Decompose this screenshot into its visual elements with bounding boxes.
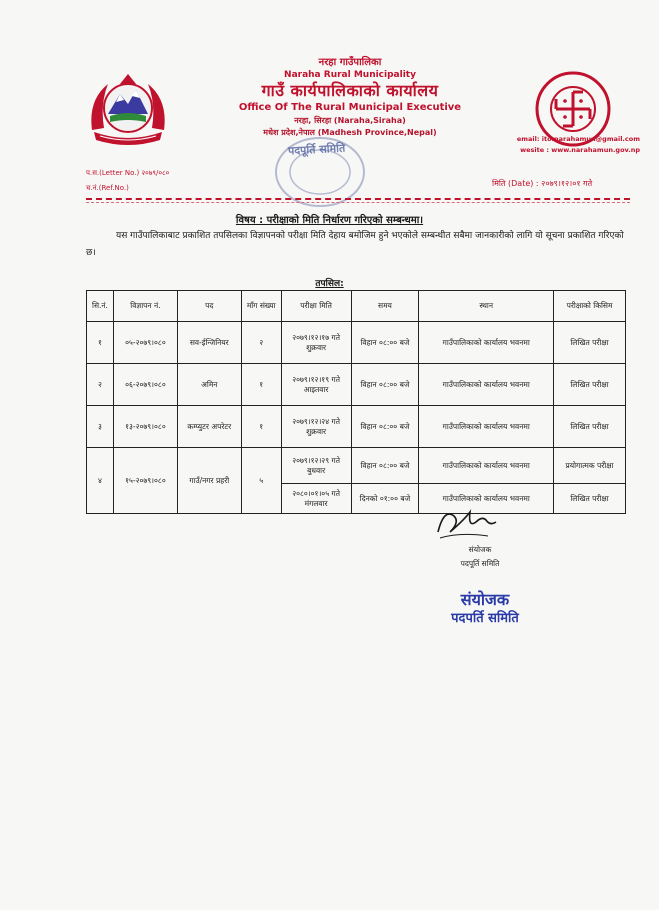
ref-number: च.नं.(Ref.No.) [86, 184, 129, 192]
col-header-time: समय [351, 291, 419, 322]
exam-schedule-table [86, 290, 626, 514]
cell-sn: २ [87, 364, 114, 406]
cell-time: विहान ०८:०० बजे [351, 322, 419, 364]
cell-count: ५ [241, 448, 281, 514]
issue-date: मिति (Date) : २०७९।१२।०१ गते [492, 179, 593, 188]
cell-time: विहान ०८:०० बजे [351, 406, 419, 448]
reference-numbers [86, 166, 169, 196]
notice-body: यस गाउँपालिकाबाट प्रकाशित तपसिलका विज्ञापनको परीक्षा मिति देहाय बमोजिम हुने भएकोले सम्बन्धीत सबैमा जानकारीको लागि यो सूचना प्रकाशित गरिएको छ। [86, 231, 624, 258]
stamp-label: पदपूर्ति समिति [287, 141, 346, 158]
table-row [87, 448, 626, 484]
col-header-post: पद [177, 291, 241, 322]
cell-place: गाउँपालिकाको कार्यालय भवनमा [419, 364, 554, 406]
col-header-type: परीक्षाको किसिम [554, 291, 626, 322]
signatory-block [440, 543, 520, 571]
cell-place: गाउँपालिकाको कार्यालय भवनमा [419, 322, 554, 364]
handwritten-signature-icon [430, 502, 500, 544]
table-row [87, 364, 626, 406]
table-row [87, 322, 626, 364]
signatory-seal [420, 590, 550, 628]
cell-count: १ [241, 364, 281, 406]
cell-time: दिनको ०१:०० बजे [351, 484, 419, 514]
cell-type: लिखित परीक्षा [554, 322, 626, 364]
office-name-en: Office Of The Rural Municipal Executive [238, 102, 462, 113]
cell-post: कम्प्युटर अपरेटर [177, 406, 241, 448]
cell-type: लिखित परीक्षा [554, 484, 626, 514]
col-header-count: माँग संख्या [241, 291, 281, 322]
letterhead [0, 0, 659, 200]
cell-sn: १ [87, 322, 114, 364]
cell-ad-no: ०५-२०७९।०८० [113, 322, 177, 364]
table-row [87, 406, 626, 448]
cell-place: गाउँपालिकाको कार्यालय भवनमा [419, 448, 554, 484]
cell-post: गाउँ/नगर प्रहरी [177, 448, 241, 514]
cell-ad-no: १५-२०७९।०८० [113, 448, 177, 514]
cell-ad-no: ०६-२०७९।०८० [113, 364, 177, 406]
col-header-place: स्थान [419, 291, 554, 322]
cell-sn: ३ [87, 406, 114, 448]
website-text: wesite : www.narahamun.gov.np [520, 146, 640, 154]
cell-ad-no: १३-२०७९।०८० [113, 406, 177, 448]
nepal-emblem-icon [86, 70, 170, 146]
cell-sn: ४ [87, 448, 114, 514]
cell-date: २०७९।१२।१९ गते आइतवार [281, 364, 351, 406]
seal-committee: पदपर्ति समिति [451, 611, 519, 626]
contact-info [480, 134, 640, 156]
email-text: email: ito.narahamun@gmail.com [516, 135, 640, 143]
cell-count: १ [241, 406, 281, 448]
signatory-committee: पदपूर्ति समिति [460, 559, 500, 568]
cell-type: लिखित परीक्षा [554, 406, 626, 448]
col-header-sn: सि.नं. [87, 291, 114, 322]
header-divider-secondary [86, 202, 630, 203]
signatory-title: संयोजक [468, 545, 492, 554]
cell-date: २०७९।१२।२९ गते बुधवार [281, 448, 351, 484]
subject-line: विषय : परीक्षाको मिति निर्धारण गरिएको सम्बन्धमा। [235, 215, 424, 226]
cell-date: २०७९।१२।२४ गते शुक्रवार [281, 406, 351, 448]
letterhead-text [220, 56, 480, 139]
municipality-name-np: नरहा गाउँपालिका [318, 57, 382, 68]
cell-post: अमिन [177, 364, 241, 406]
cell-place: गाउँपालिकाको कार्यालय भवनमा [419, 484, 554, 514]
province-line: मधेश प्रदेश,नेपाल (Madhesh Province,Nepal) [263, 128, 437, 137]
seal-title: संयोजक [460, 590, 510, 609]
cell-date: २०७९।१२।१७ गते शुक्रवार [281, 322, 351, 364]
office-name-np: गाउँ कार्यपालिकाको कार्यालय [261, 81, 439, 100]
cell-type: लिखित परीक्षा [554, 364, 626, 406]
letter-number: प.स.(Letter No.) २०७९/०८० [86, 169, 170, 177]
col-header-ad-no: विज्ञापन नं. [113, 291, 177, 322]
municipality-name-en: Naraha Rural Municipality [284, 70, 416, 80]
table-header-row [87, 291, 626, 322]
cell-time: विहान ०८:०० बजे [351, 364, 419, 406]
header-divider [86, 198, 630, 200]
table-caption: तपसिल: [315, 279, 344, 289]
address-line: नरहा, सिरहा (Naraha,Siraha) [294, 116, 406, 125]
cell-count: २ [241, 322, 281, 364]
col-header-date: परीक्षा मिति [281, 291, 351, 322]
cell-time: विहान ०८:०० बजे [351, 448, 419, 484]
cell-date: २०८०।०१।०५ गते मंगलवार [281, 484, 351, 514]
cell-post: सव-ईन्जिनियर [177, 322, 241, 364]
cell-place: गाउँपालिकाको कार्यालय भवनमा [419, 406, 554, 448]
cell-type: प्रयोगात्मक परीक्षा [554, 448, 626, 484]
